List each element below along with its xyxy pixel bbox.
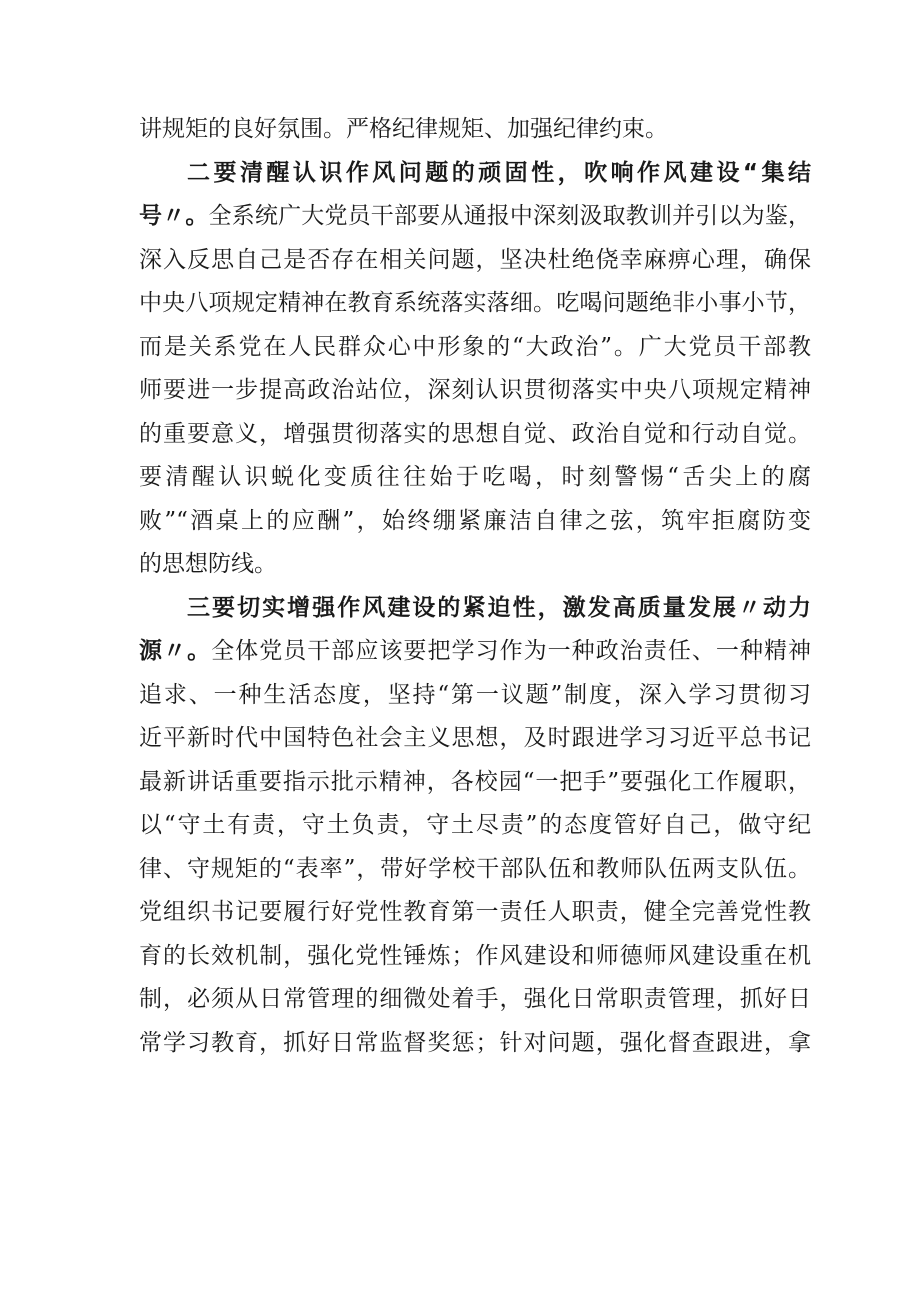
paragraph [139, 152, 811, 587]
text-line: 以“守土有责，守土负责，守土尽责”的态度管好自己，做守纪 [139, 812, 811, 838]
document-body [139, 108, 811, 1065]
text-line: 的思想防线。 [139, 551, 277, 577]
paragraph [139, 108, 811, 152]
text-line-content: 全体党员干部应该要把学习作为一种政治责任、一种精神 [211, 638, 812, 664]
text-line: 讲规矩的良好氛围。严格纪律规矩、加强纪律约束。 [139, 116, 668, 142]
paragraph-heading: 二要清醒认识作风问题的顽固性，吹响作风建设“集结 [187, 159, 811, 186]
text-line: 制，必须从日常管理的细微处着手，强化日常职责管理，抓好日 [139, 986, 811, 1012]
paragraph-heading-tail: 号〃。 [139, 203, 209, 229]
text-line-content: 全系统广大党员干部要从通报中深刻汲取教训并引以为鉴， [208, 203, 812, 229]
text-line: 师要进一步提高政治站位，深刻认识贯彻落实中央八项规定精神 [139, 377, 811, 403]
text-line: 最新讲话重要指示批示精神，各校园“一把手”要强化工作履职， [139, 768, 811, 795]
text-line: 中央八项规定精神在教育系统落实落细。吃喝问题绝非小事小节， [139, 290, 811, 316]
text-line: 常学习教育，抓好日常监督奖惩；针对问题，强化督查跟进，拿 [139, 1029, 811, 1056]
paragraph-heading-tail: 源〃。 [139, 638, 212, 664]
text-line: 的重要意义，增强贯彻落实的思想自觉、政治自觉和行动自觉。 [139, 420, 811, 447]
text-line [139, 630, 811, 674]
text-line: 败”“酒桌上的应酬”，始终绷紧廉洁自律之弦，筑牢拒腐防变 [139, 507, 811, 534]
text-line: 而是关系党在人民群众心中形象的“大政治”。广大党员干部教 [139, 333, 811, 360]
paragraph-heading: 三要切实增强作风建设的紧迫性，激发高质量发展〃动力 [187, 594, 811, 621]
text-line: 党组织书记要履行好党性教育第一责任人职责，健全完善党性教 [139, 899, 811, 925]
paragraph [139, 587, 811, 1066]
text-line: 育的长效机制，强化党性锤炼；作风建设和师德师风建设重在机 [139, 942, 811, 969]
text-line: 律、守规矩的“表率”，带好学校干部队伍和教师队伍两支队伍。 [139, 855, 811, 882]
text-line [139, 195, 811, 239]
text-line: 深入反思自己是否存在相关问题，坚决杜绝侥幸麻痹心理，确保 [139, 246, 811, 273]
text-line: 追求、一种生活态度，坚持“第一议题”制度，深入学习贯彻习 [139, 681, 811, 708]
text-line: 近平新时代中国特色社会主义思想，及时跟进学习习近平总书记 [139, 725, 811, 751]
text-line: 要清醒认识蜕化变质往往始于吃喝，时刻警惕“舌尖上的腐 [139, 464, 811, 490]
